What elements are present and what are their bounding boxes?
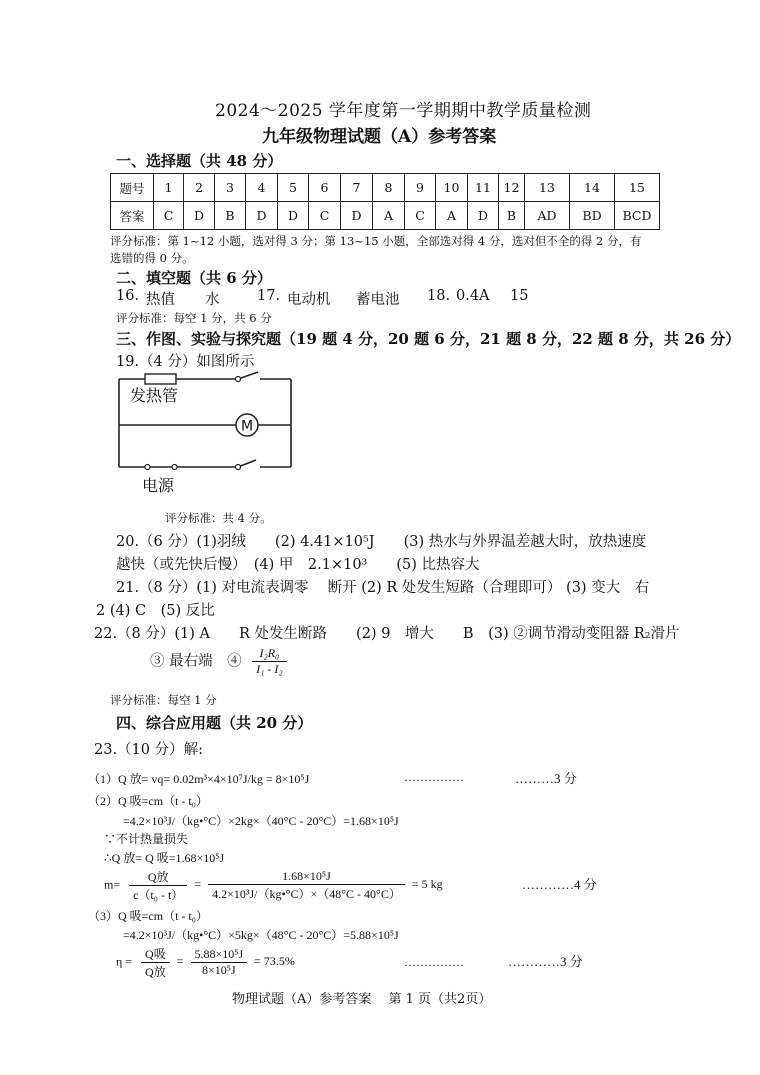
table-cell: 13 bbox=[525, 174, 570, 202]
q23-step2-calc: =4.2×10³J/（kg•°C）×2kg×（40°C - 20°C）=1.68×10⁵J bbox=[123, 814, 399, 828]
table-cell: B bbox=[215, 202, 246, 230]
mass-fraction-1 bbox=[129, 868, 187, 903]
table-cell: C bbox=[309, 202, 341, 230]
q22-criteria: 评分标准：每空 1 分 bbox=[110, 693, 217, 707]
source-terminal bbox=[145, 465, 150, 470]
q22-answer-text: ③ 最右端 ④ bbox=[150, 653, 242, 670]
table-cell: C bbox=[154, 202, 184, 230]
table-cell: 15 bbox=[615, 174, 660, 202]
section1-criteria: 评分标准：第 1~12 小题，选对得 3 分；第 13~15 小题，全部选对得 4 分，选对但不全的得 2 分，有 bbox=[110, 234, 642, 248]
table-cell: 9 bbox=[405, 174, 436, 202]
q17-answer-a: 电动机 bbox=[287, 292, 331, 308]
q21-line1: 21.（8 分）(1) 对电流表调零 断开 (2) R 处发生短路（合理即可） (3) 变大 右 bbox=[116, 580, 650, 596]
table-cell: C bbox=[405, 202, 436, 230]
section1-criteria-cont: 选错的得 0 分。 bbox=[110, 251, 194, 265]
q23-efficiency-equation bbox=[116, 945, 295, 980]
q19-criteria: 评分标准：共 4 分。 bbox=[165, 511, 272, 525]
q20-line1: 20.（6 分）(1)羽绒 (2) 4.41×10⁵J (3) 热水与外界温差越大时，放热速度 bbox=[116, 534, 647, 550]
table-cell: 2 bbox=[184, 174, 215, 202]
table-cell: BD bbox=[570, 202, 615, 230]
answer-table bbox=[110, 173, 660, 230]
q23-heading: 23.（10 分）解: bbox=[94, 742, 204, 758]
q23-step2-note: ∵不计热量损失 bbox=[104, 832, 189, 846]
row-label: 答案 bbox=[111, 202, 154, 230]
table-cell: A bbox=[436, 202, 468, 230]
q23-step1-score: ………3 分 bbox=[515, 771, 577, 786]
answer-key-title: 九年级物理试题（A）参考答案 bbox=[262, 127, 497, 147]
q17-answer-b: 蓄电池 bbox=[356, 292, 400, 308]
efficiency-fraction-1 bbox=[141, 945, 170, 980]
table-cell: 5 bbox=[278, 174, 309, 202]
efficiency-result: = 73.5% bbox=[254, 954, 295, 969]
table-cell: A bbox=[373, 202, 405, 230]
heater-label: 发热管 bbox=[130, 386, 179, 405]
q16-answer-b: 水 bbox=[205, 292, 220, 308]
efficiency-fraction-2 bbox=[191, 947, 248, 978]
q23-step3: （3）Q 吸=cm（t - t₀） bbox=[88, 909, 208, 923]
number-row bbox=[111, 174, 660, 202]
section3-heading-detail: （19 题 4 分，20 题 6 分，21 题 8 分，22 题 8 分，共 26 分） bbox=[281, 330, 741, 348]
q23-step3-dots: …………… bbox=[404, 955, 464, 969]
table-cell: 14 bbox=[570, 174, 615, 202]
switch-blade bbox=[238, 372, 258, 379]
motor-label: M bbox=[240, 418, 254, 435]
q23-step1: （1）Q 放= vq= 0.02m³×4×10⁷J/kg = 8×10⁵J bbox=[88, 772, 310, 786]
table-cell: D bbox=[278, 202, 309, 230]
q23-step1-dots: …………… bbox=[404, 770, 464, 784]
mass-symbol: m= bbox=[104, 877, 121, 892]
table-cell: B bbox=[499, 202, 525, 230]
q22-line1: 22.（8 分）(1) A R 处发生断路 (2) 9 增大 B (3) ②调节滑动变阻器 R₂滑片 bbox=[94, 626, 680, 642]
equals-sign: = bbox=[194, 877, 202, 892]
power-source-label: 电源 bbox=[142, 476, 175, 495]
q18-number: 18. bbox=[427, 288, 451, 304]
table-cell: 10 bbox=[436, 174, 468, 202]
table-cell: 6 bbox=[309, 174, 341, 202]
q18-answer-a: 0.4A bbox=[456, 288, 490, 304]
section4-heading: 四、综合应用题（共 20 分） bbox=[116, 714, 313, 732]
q22-line2 bbox=[150, 646, 287, 677]
q19-label: 19.（4 分）如图所示 bbox=[116, 354, 255, 370]
q22-fraction bbox=[252, 646, 286, 677]
table-cell: 4 bbox=[246, 174, 278, 202]
q23-step2-score: …………4 分 bbox=[522, 877, 597, 892]
mass-fraction-2-numerator: 1.68×10⁵J bbox=[208, 869, 405, 885]
switch-contact bbox=[236, 377, 241, 382]
exam-title: 2024～2025 学年度第一学期期中教学质量检测 bbox=[215, 101, 592, 121]
q16-answer-a: 热值 bbox=[146, 292, 175, 308]
table-cell: AD bbox=[525, 202, 570, 230]
section2-criteria: 评分标准：每空 1 分，共 6 分 bbox=[116, 311, 272, 325]
q20-line2: 越快（或先快后慢） (4) 甲 2.1×10³ (5) 比热容大 bbox=[116, 557, 480, 573]
q23-step3-score: …………3 分 bbox=[508, 954, 583, 969]
efficiency-fraction-1-numerator: Q吸 bbox=[141, 945, 170, 963]
section3-heading bbox=[116, 328, 740, 349]
table-cell: 7 bbox=[341, 174, 373, 202]
q18-answer-b: 15 bbox=[510, 288, 529, 304]
table-cell: BCD bbox=[615, 202, 660, 230]
table-cell: 8 bbox=[373, 174, 405, 202]
section2-heading: 二、填空题（共 6 分） bbox=[116, 269, 272, 287]
q21-line2: 2 (4) C (5) 反比 bbox=[96, 603, 215, 619]
mass-fraction-1-numerator: Q放 bbox=[129, 868, 187, 886]
q16-number: 16. bbox=[116, 288, 140, 304]
table-cell: D bbox=[468, 202, 499, 230]
table-cell: D bbox=[184, 202, 215, 230]
q23-mass-equation bbox=[104, 868, 443, 903]
efficiency-fraction-2-numerator: 5.88×10⁵J bbox=[191, 947, 248, 963]
q23-step3-calc: =4.2×10³J/（kg•°C）×5kg×（48°C - 20°C）=5.88×10⁵J bbox=[123, 928, 399, 942]
q23-step2: （2）Q 吸=cm（t - t₀） bbox=[88, 794, 208, 808]
circuit-diagram bbox=[110, 366, 300, 496]
efficiency-fraction-1-denominator: Q放 bbox=[145, 965, 166, 979]
efficiency-fraction-2-denominator: 8×10⁵J bbox=[202, 963, 236, 977]
equals-sign: = bbox=[176, 954, 184, 969]
source-terminal bbox=[172, 465, 177, 470]
section1-heading: 一、选择题（共 48 分） bbox=[116, 152, 283, 170]
switch-contact bbox=[236, 465, 241, 470]
table-cell: 3 bbox=[215, 174, 246, 202]
table-cell: 12 bbox=[499, 174, 525, 202]
q22-fraction-numerator: I₂R₀ bbox=[252, 646, 286, 662]
section3-heading-title: 三、作图、实验与探究题 bbox=[116, 330, 282, 348]
mass-fraction-1-denominator: c（t₀ - t） bbox=[133, 888, 184, 902]
page-footer: 物理试题（A）参考答案 第 1 页（共2页） bbox=[232, 992, 492, 1007]
table-cell: 11 bbox=[468, 174, 499, 202]
heater-resistor bbox=[145, 374, 176, 384]
efficiency-symbol: η = bbox=[116, 954, 133, 969]
mass-result: = 5 kg bbox=[411, 877, 443, 892]
table-cell: 1 bbox=[154, 174, 184, 202]
mass-fraction-2-denominator: 4.2×10³J/（kg•°C）×（48°C - 40°C） bbox=[212, 887, 401, 901]
mass-fraction-2 bbox=[208, 869, 405, 902]
answer-row bbox=[111, 202, 660, 230]
q17-number: 17. bbox=[257, 288, 281, 304]
q23-step2-equal: ∴Q 放= Q 吸=1.68×10⁵J bbox=[104, 851, 225, 865]
row-label: 题号 bbox=[111, 174, 154, 202]
table-cell: D bbox=[341, 202, 373, 230]
q22-fraction-denominator: I₁ - I₂ bbox=[256, 662, 283, 676]
table-cell: D bbox=[246, 202, 278, 230]
